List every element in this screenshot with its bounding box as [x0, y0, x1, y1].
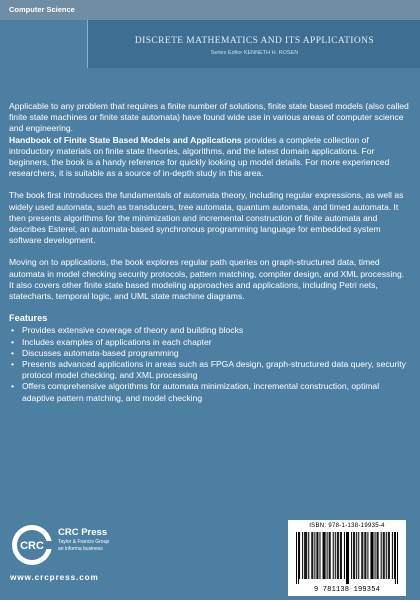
barcode-bar	[323, 532, 324, 579]
barcode-bar	[305, 532, 306, 579]
barcode-bar	[299, 532, 300, 579]
barcode-bar	[335, 532, 336, 579]
publisher-website: www.crcpress.com	[10, 573, 99, 582]
barcode-bar	[373, 532, 374, 579]
series-band	[87, 20, 420, 68]
barcode-bar	[356, 532, 357, 579]
barcode-bar	[371, 532, 372, 579]
barcode-bar	[340, 532, 341, 579]
intro-text-rest: provides a complete collection of introductory materials on finite state theories, algorithms, and the latest domain applications. For beginners, the book is a handy reference for quickly looking up model details. For more experienced researchers, it is suitable as a source of in-depth study in this area.	[9, 134, 390, 179]
barcode-bar	[365, 532, 366, 579]
barcode-bar	[344, 532, 345, 579]
publisher-line-1: Taylor & Francis Group	[58, 539, 110, 545]
logo-lettering: CRC	[20, 540, 44, 552]
barcode-bar	[304, 532, 305, 579]
barcode-bar	[325, 532, 326, 579]
feature-item: • Includes examples of applications in each chapter	[9, 337, 409, 348]
barcode-bar	[383, 532, 384, 579]
publisher-line-2: an informa business	[58, 545, 103, 552]
barcode-bar	[338, 532, 339, 579]
barcode-bar	[381, 532, 382, 579]
barcode-bar	[317, 532, 318, 579]
book-title: Handbook of Finite State Based Models and Applications	[9, 134, 242, 145]
feature-item: • Offers comprehensive algorithms for automata minimization, incremental construction, optimal adaptive pattern matching, and model checking	[9, 381, 409, 403]
barcode-bar	[392, 532, 393, 579]
description-paragraph-3: Moving on to applications, the book explores regular path queries on graph-structured data, timed automata in model checking security protocols, pattern matching, compiler design, and XML processing. It also covers other finite state based modeling approaches and applications, including Petri nets, statecharts, temporal logic, and UML state machine diagrams.	[9, 257, 405, 302]
barcode-bar	[329, 532, 330, 579]
description-paragraph-1	[9, 101, 409, 179]
barcode-bar	[364, 532, 365, 579]
crc-logo-icon	[10, 523, 54, 567]
isbn-label: ISBN: 978-1-138-19935-4	[309, 523, 385, 529]
feature-item: • Presents advanced applications in areas such as FPGA design, graph-structured data query, security protocol model checking, and XML processing	[9, 359, 409, 381]
barcode-bar	[362, 532, 363, 579]
series-editor: Series Editor KENNETH H. ROSEN	[210, 50, 299, 56]
barcode	[288, 520, 406, 596]
barcode-bar	[384, 532, 385, 579]
barcode-bar	[298, 532, 299, 584]
barcode-bar	[312, 532, 313, 579]
features-list	[9, 325, 409, 403]
barcode-bar	[353, 532, 354, 579]
barcode-bar	[333, 532, 334, 579]
barcode-bar	[351, 532, 352, 579]
barcode-bar	[394, 532, 395, 579]
barcode-bar	[306, 532, 307, 579]
barcode-bar	[319, 532, 320, 579]
barcode-bar	[341, 532, 342, 579]
barcode-bar	[367, 532, 368, 579]
barcode-bar	[370, 532, 371, 579]
barcode-bar	[375, 532, 376, 579]
description-paragraph-2: The book first introduces the fundamentals of automata theory, including regular expressions, as well as widely used automata, such as transducers, tree automata, quantum automata, and timed automata. It then presents algorithms for the minimization and incremental construction of finite automata and describes Esterel, an automata-based synchronous programming language for embedded system software development.	[9, 190, 404, 246]
features-heading: Features	[9, 313, 48, 324]
barcode-bar	[389, 532, 390, 579]
barcode-bar	[316, 532, 317, 579]
barcode-bar	[386, 532, 387, 579]
category-bar	[0, 0, 420, 20]
series-title: DISCRETE MATHEMATICS AND ITS APPLICATIONS	[134, 36, 375, 46]
barcode-bar	[354, 532, 355, 579]
barcode-bar	[358, 532, 359, 579]
barcode-bar	[337, 532, 338, 579]
barcode-bar	[348, 532, 349, 584]
barcode-bar	[397, 532, 398, 584]
barcode-digits: 9 781138 199354	[313, 586, 380, 594]
barcode-bar	[314, 532, 315, 579]
intro-text: Applicable to any problem that requires a finite number of solutions, finite state based models (also called finite state machines or finite state automata) have found wide use in various areas of computer science and engineering.	[9, 101, 409, 134]
barcode-bar	[388, 532, 389, 579]
barcode-bar	[395, 532, 396, 584]
category-label: Computer Science	[9, 5, 75, 14]
barcode-bar	[330, 532, 331, 579]
back-cover-text	[9, 101, 409, 404]
barcode-bar	[347, 532, 348, 584]
barcode-bar	[346, 532, 347, 584]
barcode-bar	[378, 532, 379, 579]
barcode-bar	[296, 532, 297, 584]
footer	[0, 515, 420, 600]
publisher-group	[58, 539, 109, 552]
barcode-bar	[327, 532, 328, 579]
barcode-bar	[308, 532, 309, 579]
barcode-bar	[311, 532, 312, 579]
feature-item: • Provides extensive coverage of theory and building blocks	[9, 325, 409, 336]
barcode-bar	[361, 532, 362, 579]
feature-item: • Discusses automata-based programming	[9, 348, 409, 359]
barcode-bar	[302, 532, 303, 579]
barcode-bars	[296, 532, 398, 584]
barcode-bar	[324, 532, 325, 579]
barcode-bar	[377, 532, 378, 579]
publisher-name: CRC Press	[58, 527, 108, 538]
